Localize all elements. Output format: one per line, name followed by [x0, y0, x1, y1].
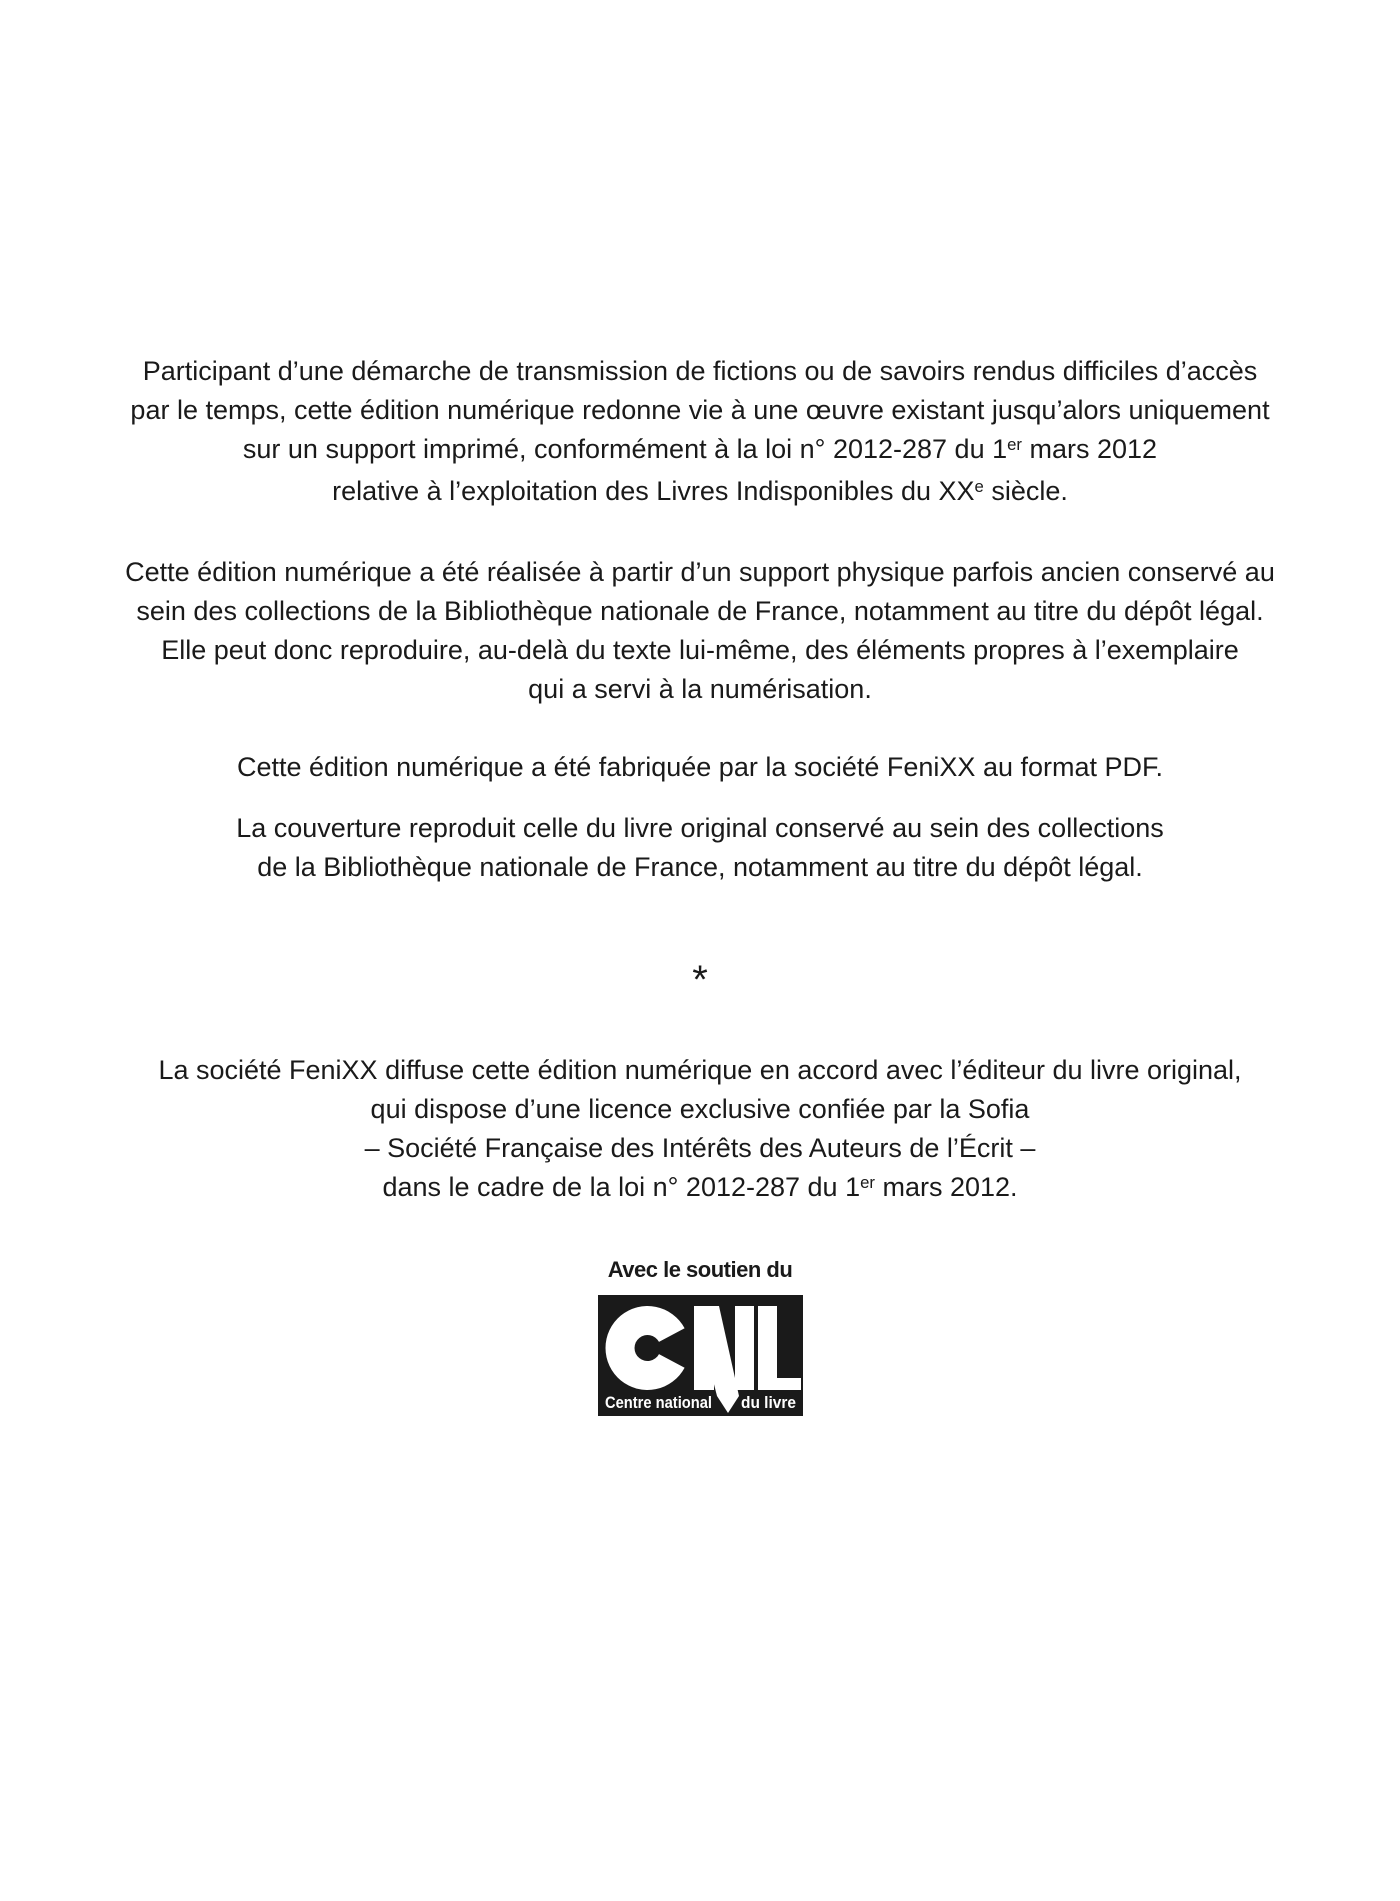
- notice-line: Cette édition numérique a été fabriquée par la société FeniXX au format PDF.: [236, 752, 1163, 782]
- text-segment: mars 2012: [1022, 434, 1158, 464]
- paragraph-license: [0, 1051, 1400, 1210]
- notice-line: Cette édition numérique a été réalisée à partir d’un support physique parfois ancien conservé au: [125, 557, 1275, 587]
- cnl-support-block: [0, 1256, 1400, 1416]
- notice-line: Participant d’une démarche de transmission de fictions ou de savoirs rendus difficiles d’accès: [142, 356, 1258, 386]
- text-segment: mars 2012.: [874, 1172, 1018, 1202]
- notice-line: [0, 1168, 1400, 1210]
- superscript-segment: e: [974, 477, 984, 497]
- superscript-segment: er: [1007, 435, 1022, 455]
- text-segment: siècle.: [983, 476, 1068, 506]
- notice-line: sein des collections de la Bibliothèque nationale de France, notamment au titre du dépôt légal.: [136, 596, 1264, 626]
- paragraph-bnf-source: [0, 553, 1400, 709]
- cnl-band-left-label: Centre national: [604, 1393, 712, 1412]
- cnl-band-right-label: du livre: [740, 1393, 796, 1412]
- notice-line: [0, 430, 1400, 472]
- cnl-logo: [598, 1295, 803, 1416]
- notice-line: qui dispose d’une licence exclusive confiée par la Sofia: [370, 1094, 1030, 1124]
- notice-line: Elle peut donc reproduire, au-delà du texte lui-même, des éléments propres à l’exemplaire: [161, 635, 1239, 665]
- text-segment: relative à l’exploitation des Livres Indisponibles du XX: [332, 476, 975, 506]
- asterisk-separator: *: [692, 958, 708, 1002]
- support-caption: Avec le soutien du: [607, 1257, 793, 1282]
- paragraph-fenixx-pdf: [0, 748, 1400, 787]
- notice-line: qui a servi à la numérisation.: [528, 674, 872, 704]
- notice-line: par le temps, cette édition numérique redonne vie à une œuvre existant jusqu’alors uniquement: [130, 395, 1270, 425]
- notice-line: de la Bibliothèque nationale de France, notamment au titre du dépôt légal.: [257, 852, 1143, 882]
- cnl-letter-n-icon: [735, 1306, 754, 1390]
- text-segment: sur un support imprimé, conformément à la loi n° 2012-287 du 1: [242, 434, 1008, 464]
- notice-line: La couverture reproduit celle du livre original conservé au sein des collections: [236, 813, 1164, 843]
- notice-line: [0, 472, 1400, 514]
- paragraph-cover: [0, 809, 1400, 887]
- text-segment: dans le cadre de la loi n° 2012-287 du 1: [382, 1172, 861, 1202]
- notice-line: – Société Française des Intérêts des Auteurs de l’Écrit –: [364, 1133, 1036, 1163]
- paragraph-transmission: [0, 352, 1400, 514]
- notice-line: La société FeniXX diffuse cette édition numérique en accord avec l’éditeur du livre original,: [158, 1055, 1242, 1085]
- superscript-segment: er: [860, 1173, 875, 1193]
